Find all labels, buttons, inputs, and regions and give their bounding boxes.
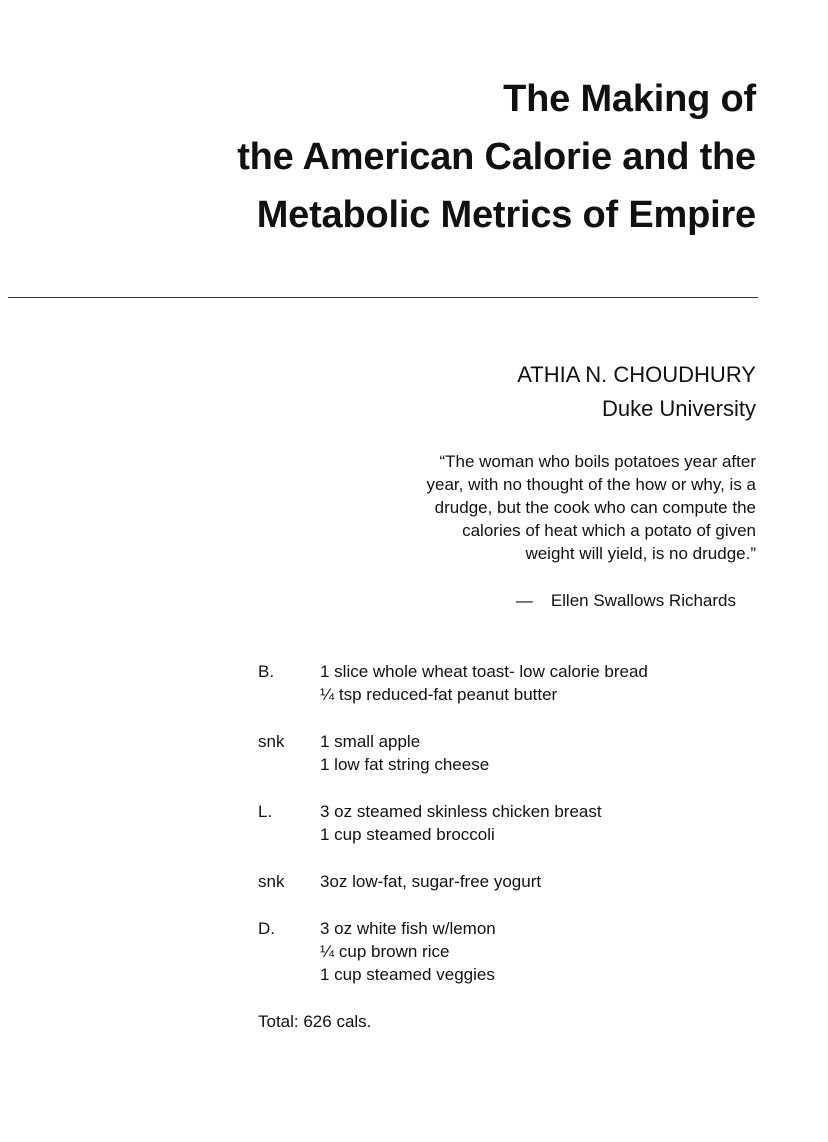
meal-item: 1 small apple (320, 732, 421, 751)
epigraph-line-2: year, with no thought of the how or why, is a (426, 475, 756, 494)
calorie-total: Total: 626 cals. (258, 1012, 372, 1031)
meal-item: 3oz low-fat, sugar-free yogurt (320, 872, 542, 891)
meal-lunch (258, 800, 648, 846)
meal-label: L. (258, 802, 273, 821)
attribution-dash: — (515, 591, 533, 610)
meal-item: 1 cup steamed broccoli (320, 825, 495, 844)
epigraph-line-5: weight will yield, is no drudge.” (525, 544, 756, 563)
epigraph-line-3: drudge, but the cook who can compute the (434, 498, 756, 517)
meal-label: snk (258, 872, 285, 891)
epigraph-quote (376, 450, 756, 565)
meal-items (320, 800, 602, 846)
author-name: ATHIA N. CHOUDHURY (517, 362, 756, 387)
meal-dinner (258, 917, 648, 986)
meal-item: ¼ cup brown rice (320, 942, 450, 961)
article-title (237, 70, 756, 244)
epigraph-attribution (516, 589, 736, 613)
title-line-2: the American Calorie and the (237, 136, 756, 178)
epigraph-line-1: “The woman who boils potatoes year after (439, 452, 756, 471)
meal-item: ¼ tsp reduced-fat peanut butter (320, 685, 558, 704)
title-line-3: Metabolic Metrics of Empire (256, 194, 756, 236)
meal-label: B. (258, 662, 275, 681)
meal-item: 3 oz white fish w/lemon (320, 919, 496, 938)
meal-items (320, 660, 648, 706)
meal-item: 1 slice whole wheat toast- low calorie bread (320, 662, 648, 681)
attribution-name: Ellen Swallows Richards (550, 591, 736, 610)
meal-items (320, 730, 489, 776)
meal-item: 3 oz steamed skinless chicken breast (320, 802, 602, 821)
meal-items (320, 870, 541, 893)
meal-snack-2 (258, 870, 648, 893)
title-divider (8, 297, 758, 298)
byline (517, 358, 756, 426)
meal-items (320, 917, 496, 986)
meal-snack-1 (258, 730, 648, 776)
author-affiliation: Duke University (601, 396, 756, 421)
meal-label: D. (258, 919, 275, 938)
epigraph-line-4: calories of heat which a potato of given (462, 521, 756, 540)
meal-plan (258, 660, 648, 1033)
meal-item: 1 cup steamed veggies (320, 965, 495, 984)
title-line-1: The Making of (503, 78, 756, 120)
meal-item: 1 low fat string cheese (320, 755, 490, 774)
meal-label: snk (258, 732, 285, 751)
meal-breakfast (258, 660, 648, 706)
